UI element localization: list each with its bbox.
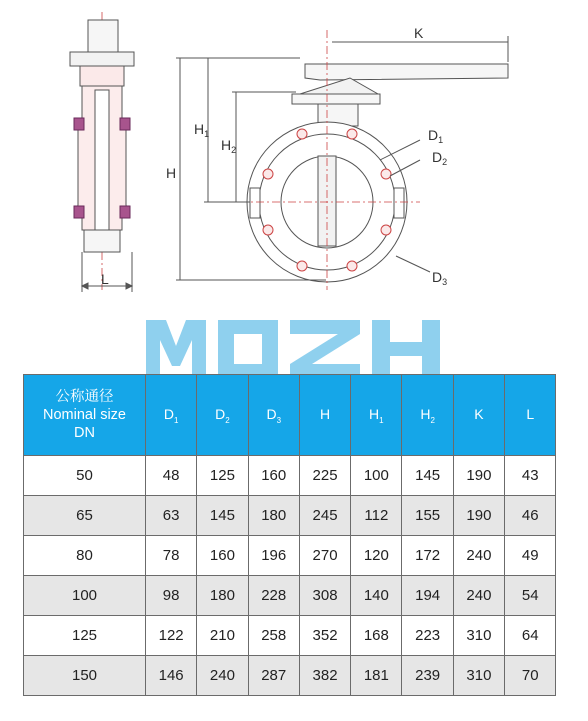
header-h: H bbox=[299, 375, 350, 456]
cell-h: 352 bbox=[299, 616, 350, 656]
cell-d1: 78 bbox=[146, 536, 197, 576]
cell-dn: 50 bbox=[24, 456, 146, 496]
dimension-spec-table bbox=[23, 374, 556, 696]
cell-l: 64 bbox=[505, 616, 556, 656]
table-row bbox=[24, 616, 556, 656]
mozh-watermark-logo bbox=[140, 316, 450, 378]
header-k: K bbox=[453, 375, 504, 456]
cell-h: 308 bbox=[299, 576, 350, 616]
cell-l: 46 bbox=[505, 496, 556, 536]
label-D1: $D_1$ bbox=[428, 127, 444, 145]
header-nominal-size bbox=[24, 375, 146, 456]
cell-d1: 122 bbox=[146, 616, 197, 656]
cell-k: 240 bbox=[453, 576, 504, 616]
cell-d3: 160 bbox=[248, 456, 299, 496]
cell-l: 43 bbox=[505, 456, 556, 496]
cell-d2: 145 bbox=[197, 496, 248, 536]
cell-h2: 155 bbox=[402, 496, 453, 536]
header-d2: $D_2$ bbox=[197, 375, 248, 456]
cell-d3: 258 bbox=[248, 616, 299, 656]
cell-h: 270 bbox=[299, 536, 350, 576]
header-label-en: Nominal size bbox=[43, 407, 126, 423]
cell-d1: 63 bbox=[146, 496, 197, 536]
cell-k: 240 bbox=[453, 536, 504, 576]
header-label-cn: 公称通径 bbox=[55, 389, 114, 405]
label-L: L bbox=[101, 271, 109, 287]
cell-dn: 80 bbox=[24, 536, 146, 576]
cell-k: 190 bbox=[453, 456, 504, 496]
cell-h1: 120 bbox=[351, 536, 402, 576]
valve-side-view bbox=[70, 12, 134, 292]
label-H2: $H_2$ bbox=[221, 137, 237, 155]
cell-h1: 100 bbox=[351, 456, 402, 496]
cell-k: 190 bbox=[453, 496, 504, 536]
header-h1: $H_1$ bbox=[351, 375, 402, 456]
cell-d2: 160 bbox=[197, 536, 248, 576]
cell-d3: 180 bbox=[248, 496, 299, 536]
cell-d3: 196 bbox=[248, 536, 299, 576]
cell-h: 245 bbox=[299, 496, 350, 536]
table-row bbox=[24, 536, 556, 576]
cell-h: 225 bbox=[299, 456, 350, 496]
valve-front-view bbox=[176, 30, 508, 290]
table-row bbox=[24, 456, 556, 496]
label-D3: $D_3$ bbox=[432, 269, 448, 287]
cell-d3: 228 bbox=[248, 576, 299, 616]
header-d1: $D_1$ bbox=[146, 375, 197, 456]
cell-dn: 125 bbox=[24, 616, 146, 656]
cell-k: 310 bbox=[453, 616, 504, 656]
cell-dn: 150 bbox=[24, 656, 146, 696]
table-row bbox=[24, 576, 556, 616]
header-h2: $H_2$ bbox=[402, 375, 453, 456]
cell-k: 310 bbox=[453, 656, 504, 696]
table-header-row bbox=[24, 375, 556, 456]
cell-d2: 240 bbox=[197, 656, 248, 696]
cell-h1: 140 bbox=[351, 576, 402, 616]
cell-l: 54 bbox=[505, 576, 556, 616]
cell-h2: 145 bbox=[402, 456, 453, 496]
cell-d2: 125 bbox=[197, 456, 248, 496]
cell-h2: 223 bbox=[402, 616, 453, 656]
label-K: K bbox=[414, 25, 424, 41]
cell-dn: 100 bbox=[24, 576, 146, 616]
cell-l: 49 bbox=[505, 536, 556, 576]
cell-d2: 180 bbox=[197, 576, 248, 616]
cell-h1: 168 bbox=[351, 616, 402, 656]
cell-h2: 194 bbox=[402, 576, 453, 616]
table-row bbox=[24, 656, 556, 696]
cell-l: 70 bbox=[505, 656, 556, 696]
header-d3: $D_3$ bbox=[248, 375, 299, 456]
label-H1: $H_1$ bbox=[194, 121, 210, 139]
cell-d1: 48 bbox=[146, 456, 197, 496]
header-l: L bbox=[505, 375, 556, 456]
header-label-dn: DN bbox=[74, 425, 95, 441]
label-D2: $D_2$ bbox=[432, 149, 448, 167]
cell-d3: 287 bbox=[248, 656, 299, 696]
cell-d2: 210 bbox=[197, 616, 248, 656]
cell-d1: 146 bbox=[146, 656, 197, 696]
valve-technical-drawing bbox=[0, 0, 588, 310]
cell-dn: 65 bbox=[24, 496, 146, 536]
table-row bbox=[24, 496, 556, 536]
cell-h1: 181 bbox=[351, 656, 402, 696]
label-H: H bbox=[166, 165, 177, 181]
cell-d1: 98 bbox=[146, 576, 197, 616]
cell-h2: 239 bbox=[402, 656, 453, 696]
cell-h: 382 bbox=[299, 656, 350, 696]
cell-h2: 172 bbox=[402, 536, 453, 576]
cell-h1: 112 bbox=[351, 496, 402, 536]
